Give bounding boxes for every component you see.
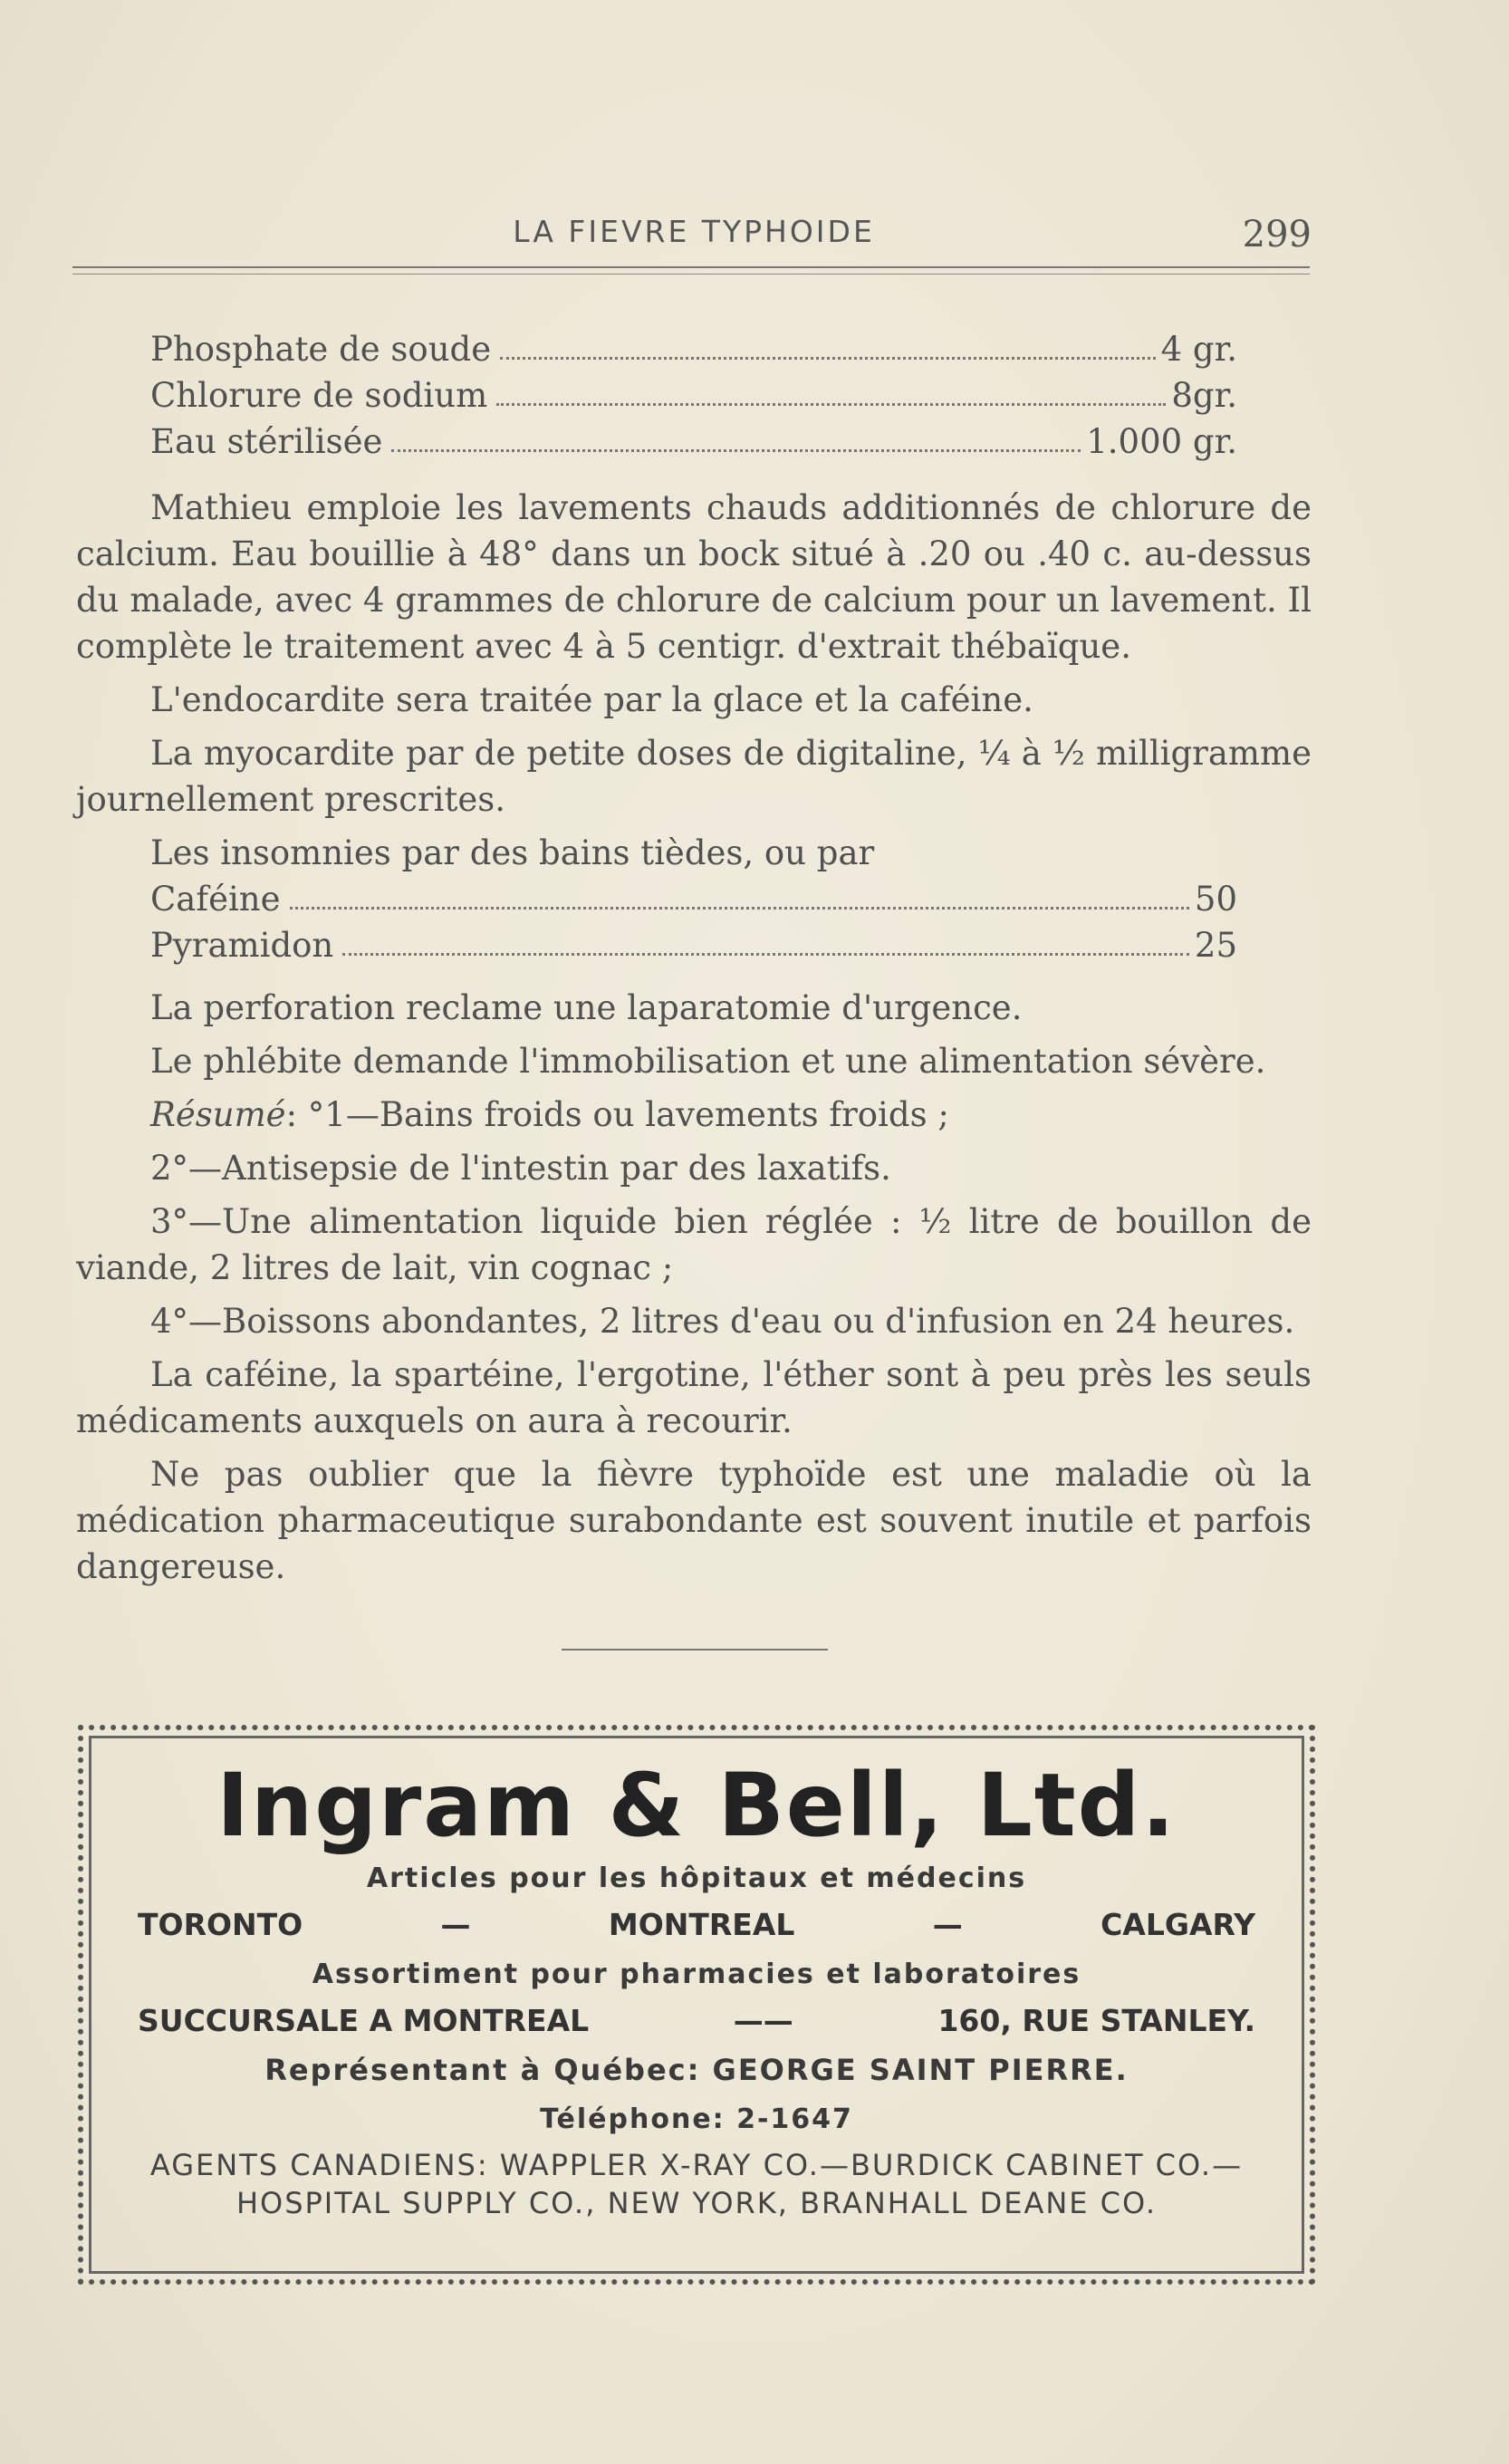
recipe-ingredient: Eau stérilisée: [150, 422, 383, 461]
paragraph: 3°—Une alimentation liquide bien réglée : ½ litre de bouillon de viande, 2 litres de lait, vin cognac ;: [76, 1202, 1312, 1287]
paragraph: Ne pas oublier que la fièvre typhoïde est une maladie où la médication pharmaceutique surabondante est souvent inutile et parfois dangereuse.: [76, 1455, 1312, 1586]
branch-address: 160, RUE STANLEY.: [937, 2003, 1255, 2038]
leader-dots: [391, 419, 1081, 452]
city-calgary: CALGARY: [1101, 1907, 1255, 1942]
city-toronto: TORONTO: [138, 1907, 303, 1942]
leader-dots: [500, 326, 1156, 360]
recipe-ingredient: Chlorure de sodium: [150, 376, 488, 415]
paragraph: La perforation reclame une laparatomie d'urgence.: [150, 988, 1023, 1027]
city-separator: —: [932, 1907, 963, 1942]
recipe-line: [150, 419, 1237, 465]
header-rule: [72, 266, 1310, 268]
ad-representative: Représentant à Québec: GEORGE SAINT PIERRE.: [264, 2053, 1129, 2087]
paragraph: 4°—Boissons abondantes, 2 litres d'eau ou d'infusion en 24 heures.: [150, 1302, 1295, 1341]
paragraph: La caféine, la spartéine, l'ergotine, l'éther sont à peu près les seuls médicaments auxquels on aura à recourir.: [76, 1355, 1312, 1440]
recipe-amount: 25: [1194, 926, 1237, 965]
ad-content: [105, 1743, 1288, 2267]
ad-tagline: Assortiment pour pharmacies et laboratoires: [312, 1959, 1081, 1990]
city-montreal: MONTREAL: [608, 1907, 795, 1942]
resume-text: : °1—Bains froids ou lavements froids ;: [285, 1095, 949, 1134]
recipe-amount: 1.000 gr.: [1086, 422, 1237, 461]
leader-dots: [496, 372, 1166, 406]
page-number: 299: [1242, 214, 1312, 255]
page-header: [76, 214, 1312, 254]
ad-tagline: Articles pour les hôpitaux et médecins: [366, 1862, 1027, 1894]
recipe-list: [76, 876, 1237, 968]
recipe-line: [150, 876, 1237, 922]
paragraph: Le phlébite demande l'immobilisation et une alimentation sévère.: [150, 1042, 1266, 1081]
paragraph: 2°—Antisepsie de l'intestin par des laxatifs.: [150, 1149, 891, 1188]
paragraph: Les insomnies par des bains tièdes, ou par: [150, 833, 875, 872]
section-divider: [562, 1649, 828, 1651]
recipe-line: [150, 326, 1237, 372]
recipe-amount: 50: [1194, 880, 1237, 919]
ad-cities: [105, 1907, 1288, 1942]
advertisement: [78, 1725, 1315, 2285]
recipe-list: [76, 326, 1237, 465]
recipe-amount: 4 gr.: [1160, 330, 1237, 369]
city-separator: —: [440, 1907, 471, 1942]
recipe-ingredient: Pyramidon: [150, 926, 334, 965]
recipe-amount: 8gr.: [1171, 376, 1237, 415]
branch-separator: ——: [733, 2003, 793, 2038]
branch-name: SUCCURSALE A MONTREAL: [138, 2003, 590, 2038]
recipe-line: [150, 922, 1237, 968]
paragraph: L'endocardite sera traitée par la glace et la caféine.: [150, 680, 1033, 719]
leader-dots: [290, 876, 1189, 910]
running-title: LA FIEVRE TYPHOIDE: [513, 214, 875, 249]
paragraph: Mathieu emploie les lavements chauds additionnés de chlorure de calcium. Eau bouillie à 48° dans un bock situé à .20 ou .40 c. au-dessus du malade, avec 4 grammes de chlorure de calcium pour un lavement. Il complète le traitement avec 4 à 5 centigr. d'extrait thébaïque.: [76, 488, 1312, 666]
paragraph: La myocardite par de petite doses de digitaline, ¼ à ½ milligramme journellement prescrites.: [76, 734, 1312, 819]
leader-dots: [342, 922, 1189, 956]
ad-agents: HOSPITAL SUPPLY CO., NEW YORK, BRANHALL DEANE CO.: [235, 2186, 1158, 2220]
body-text: [76, 326, 1312, 1590]
ad-brand: Ingram & Bell, Ltd.: [216, 1755, 1177, 1856]
ad-telephone: Téléphone: 2-1647: [540, 2103, 853, 2135]
recipe-ingredient: Phosphate de soude: [150, 330, 492, 369]
resume-label: Résumé: [150, 1095, 286, 1134]
recipe-ingredient: Caféine: [150, 880, 281, 919]
recipe-line: [150, 372, 1237, 419]
ad-branch: [105, 2003, 1288, 2038]
ad-agents: AGENTS CANADIENS: WAPPLER X-RAY CO.—BURDICK CABINET CO.—: [149, 2148, 1244, 2182]
paragraph-resume: [76, 1092, 1312, 1138]
